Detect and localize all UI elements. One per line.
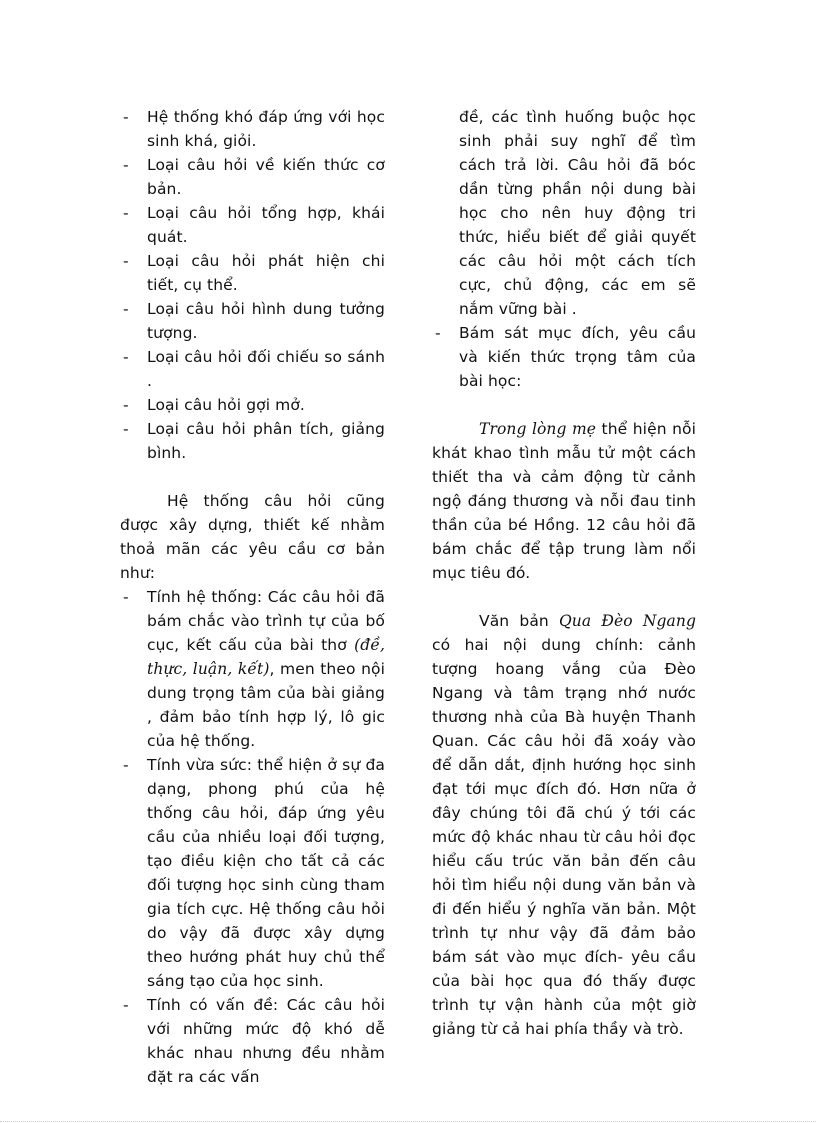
- page-bottom-divider: [0, 1121, 816, 1122]
- trong-long-me-text: thể hiện nỗi khát khao tình mẫu tử một cách thiết tha và cảm động từ cảnh ngộ đáng thương và nỗi đau tinh thần của bé Hồng. 12 câu hỏi đã bám chắc để tập trung làm nổi mục tiêu đó.: [432, 420, 697, 582]
- requirement-systematic: [120, 585, 385, 753]
- left-column: [120, 105, 385, 1089]
- list-item: - Loại câu hỏi phát hiện chi tiết, cụ thể.: [120, 249, 385, 297]
- question-type-list: [120, 105, 385, 465]
- requirement-problem: - Tính có vấn đề: Các câu hỏi với những mức độ khó dễ khác nhau nhưng đều nhằm đặt ra các vấn: [120, 993, 385, 1089]
- list-item: - Loại câu hỏi đối chiếu so sánh .: [120, 345, 385, 393]
- poem-structure-italic: (đề, thực, luận, kết): [147, 636, 385, 678]
- list-item: - Loại câu hỏi tổng hợp, khái quát.: [120, 201, 385, 249]
- list-item: - Loại câu hỏi về kiến thức cơ bản.: [120, 153, 385, 201]
- trong-long-me-title: Trong lòng mẹ: [479, 420, 597, 438]
- systematic-text-2: , men theo nội dung trọng tâm của bài giảng , đảm bảo tính hợp lý, lô gic của hệ thống.: [147, 660, 385, 750]
- list-item: - Loại câu hỏi gợi mở.: [120, 393, 385, 417]
- qua-deo-ngang-prefix: Văn bản: [479, 612, 559, 630]
- problem-continuation: đề, các tình huống buộc học sinh phải suy nghĩ để tìm cách trả lời. Câu hỏi đã bóc dần từng phần nội dung bài học cho nên huy động tri thức, hiểu biết để giải quyết các câu hỏi một cách tích cực, chủ động, các em sẽ nắm vững bài .: [459, 108, 696, 318]
- right-column: [432, 105, 696, 1041]
- trong-long-me-paragraph: [432, 417, 696, 585]
- aim-list: [432, 321, 696, 393]
- list-item: - Hệ thống khó đáp ứng với học sinh khá, giỏi.: [120, 105, 385, 153]
- systematic-text-1: Tính hệ thống: Các câu hỏi đã bám chắc vào trình tự của bố cục, kết cấu của bài thơ: [147, 588, 385, 654]
- qua-deo-ngang-paragraph: [432, 609, 696, 1041]
- qua-deo-ngang-title: Qua Đèo Ngang: [559, 612, 696, 630]
- requirement-suitability: - Tính vừa sức: thể hiện ở sự đa dạng, phong phú của hệ thống câu hỏi, đáp ứng yêu cầu của nhiều loại đối tượng, tạo điều kiện cho tất cả các đối tượng học sinh cùng tham gia tích cực. Hệ thống câu hỏi do vậy đã được xây dựng theo hướng phát huy chủ thể sáng tạo của học sinh.: [120, 753, 385, 993]
- list-item: - Loại câu hỏi phân tích, giảng bình.: [120, 417, 385, 465]
- requirement-list: [120, 585, 385, 1089]
- intro-paragraph: Hệ thống câu hỏi cũng được xây dựng, thiết kế nhằm thoả mãn các yêu cầu cơ bản như:: [120, 492, 385, 582]
- aim-bullet: - Bám sát mục đích, yêu cầu và kiến thức trọng tâm của bài học:: [432, 321, 696, 393]
- list-item: - Loại câu hỏi hình dung tưởng tượng.: [120, 297, 385, 345]
- qua-deo-ngang-text: có hai nội dung chính: cảnh tượng hoang vắng của Đèo Ngang và tâm trạng nhớ nước thương nhà của Bà huyện Thanh Quan. Các câu hỏi đã xoáy vào để dẫn dắt, định hướng học sinh đạt tới mục đích đó. Hơn nữa ở đây chúng tôi đã chú ý tới các mức độ khác nhau từ câu hỏi đọc hiểu cấu trúc văn bản đến câu hỏi tìm hiểu nội dung văn bản và đi đến hiểu ý nghĩa văn bản. Một trình tự như vậy đã đảm bảo bám sát vào mục đích- yêu cầu của bài học qua đó thấy được trình tự vận hành của một giờ giảng từ cả hai phía thầy và trò.: [432, 636, 696, 1038]
